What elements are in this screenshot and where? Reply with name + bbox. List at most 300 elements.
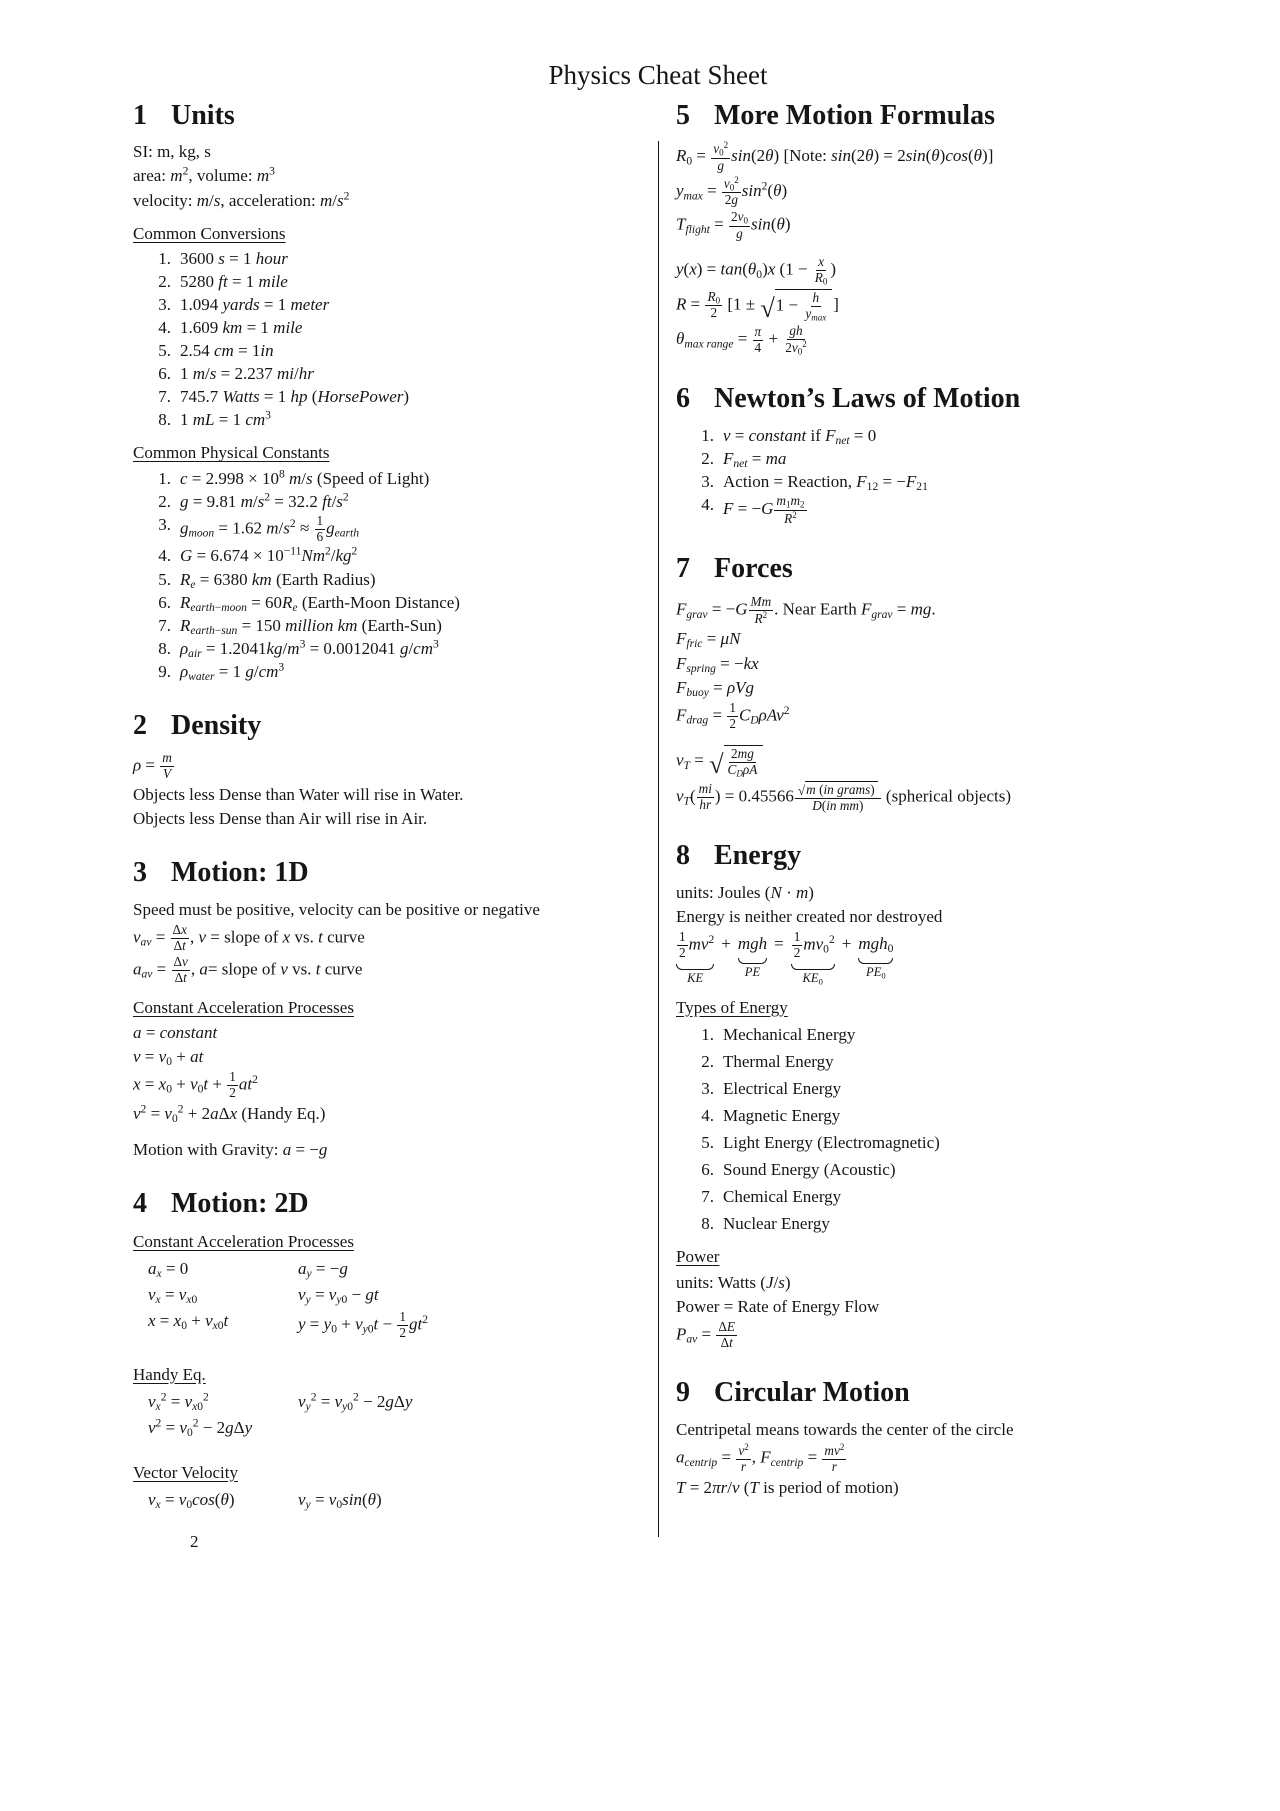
formula-row (148, 1389, 557, 1415)
math-variable: m (776, 493, 786, 509)
math-variable: ρA (742, 762, 758, 778)
denominator (782, 511, 799, 527)
roman-text: Motion with Gravity: (133, 1140, 283, 1160)
section-newton-s-laws-of-motion (676, 383, 1148, 526)
section-motion-2d (133, 1188, 557, 1553)
subscript (307, 1267, 312, 1280)
math-variable: θ (220, 1489, 229, 1509)
fraction (705, 290, 722, 321)
numbered-list (688, 1024, 1148, 1236)
math-variable: mm (839, 797, 859, 813)
numerator (795, 781, 881, 799)
math-variable: y (305, 1498, 311, 1512)
numerator (753, 325, 764, 341)
formula-line: units: Watts (J/s) (676, 1272, 791, 1292)
roman-text: Electrical Energy (723, 1078, 842, 1098)
vertical-space (133, 1441, 557, 1451)
math-variable: t (223, 1310, 229, 1330)
fraction (774, 494, 806, 526)
math-variable: mgh (858, 934, 888, 954)
section-title: Forces (714, 553, 793, 585)
item-text: 1.094 yards = 1 meter (180, 294, 330, 314)
fraction (711, 141, 730, 173)
math-variable: mi (698, 780, 712, 796)
math-variable: x (181, 921, 187, 937)
math-variable: y (362, 1322, 368, 1336)
list-item (145, 545, 557, 567)
list-item (688, 1024, 1148, 1046)
formula-cell: $v_x = v_{x0}$ (148, 1284, 198, 1307)
superscript: 2 (177, 1102, 184, 1116)
text-line: Objects less Dense than Water will rise in Water. (133, 785, 464, 805)
item-number: 6. (158, 592, 171, 612)
math-variable: flight (685, 222, 710, 236)
math-variable: v (328, 1489, 337, 1509)
term-expression (676, 930, 714, 961)
math-variable: R (784, 510, 793, 526)
section-energy (676, 840, 1148, 1350)
item-text: g = 9.81 $m/s^2 = 32.2$ $ft/s^2$ (180, 490, 349, 511)
roman-text: , (189, 926, 199, 946)
math-variable: moon (221, 600, 247, 614)
roman-text: velocity: (133, 190, 197, 210)
math-variable: mg (910, 599, 932, 619)
subsection-heading: Constant Acceleration Processes (133, 1231, 354, 1251)
subscript (811, 312, 826, 322)
numerator (822, 1443, 846, 1460)
math-variable: m (196, 190, 210, 210)
math-variable: x (155, 1293, 161, 1307)
math-variable: g (736, 225, 743, 241)
formula-line: T = 2πr/v (T is period of motion) (676, 1477, 899, 1497)
math-variable: in (823, 781, 834, 797)
math-variable: v (280, 959, 288, 979)
roman-text: , (190, 959, 200, 979)
subsection-heading: Common Conversions (133, 223, 286, 243)
section-heading (133, 857, 557, 888)
item-text: $R_{earth-sun} = 150$ million km (Earth-Sun) (180, 615, 442, 637)
math-variable: t (203, 1074, 209, 1094)
underbrace-label (803, 972, 823, 986)
section-number: 8 (676, 840, 690, 872)
subscript (189, 526, 215, 539)
item-text: 1.609 km = 1 mile (180, 318, 303, 338)
roman-text: (Handy Eq.) (241, 1104, 326, 1124)
fraction (160, 751, 174, 782)
formula-line (133, 165, 557, 187)
math-variable: a (133, 959, 142, 979)
formula-columns (148, 1256, 557, 1343)
formula-cell: $y = y_0 + v_{y0}t$ − $\frac{1}{2}$ $gt^2$ (298, 1308, 428, 1340)
superscript: 2 (839, 1441, 845, 1452)
math-variable: θ (676, 329, 685, 349)
math-variable: ρ (180, 638, 189, 658)
denominator: 2g (724, 192, 738, 208)
subscript: 0 (729, 182, 735, 193)
math-variable: Mm (750, 593, 772, 609)
roman-text: if (810, 425, 826, 445)
fraction (729, 210, 750, 241)
math-variable: hour (255, 248, 288, 268)
math-variable: sin (750, 214, 771, 234)
formula-cell: $v_y = v_{y0}$ − gt (298, 1284, 379, 1307)
math-variable: R (180, 592, 191, 612)
math-variable: km (337, 615, 358, 635)
formula-cell: $v_y = v_0\sin(\theta)$ (298, 1489, 382, 1512)
math-variable: θ (776, 214, 785, 234)
superscript: 2 (342, 490, 349, 504)
subscript (190, 578, 195, 591)
math-variable: v (298, 1284, 306, 1304)
subscript: 1 (785, 499, 791, 510)
item-text: 1 mL = 1 $cm^3$ (180, 409, 271, 430)
section-heading (133, 1188, 557, 1219)
list-item (688, 494, 1148, 526)
math-variable: C (738, 704, 751, 724)
math-variable: m (795, 882, 809, 902)
superscript: 2 (310, 1390, 317, 1404)
math-variable: g (339, 1258, 348, 1278)
math-variable: kx (743, 653, 759, 673)
subscript: 12 (866, 480, 879, 494)
superscript: 2 (140, 1102, 147, 1116)
formula-line: $F_{drag}$ = $\frac{1}{2}$ $C_D\rho Av^2$ (676, 699, 790, 731)
underbrace (676, 964, 714, 970)
math-variable: sin (741, 180, 762, 200)
formula-line: $v_T$ = √ $\frac{2mg}{C_D\rho A}$ (676, 745, 1148, 778)
math-variable: m (192, 364, 206, 384)
math-variable: ft (322, 491, 332, 511)
formula-line: units: Joules (N · m) (676, 882, 814, 902)
fraction (727, 701, 738, 732)
superscript: 2 (324, 545, 331, 559)
item-number: 2. (158, 271, 171, 291)
item-number: 1. (158, 468, 171, 488)
section-more-motion-formulas (676, 100, 1148, 356)
subscript (733, 457, 747, 470)
math-variable: g (717, 157, 725, 173)
math-variable: av (140, 935, 152, 949)
subscript: 0 (171, 1112, 178, 1126)
fraction (736, 1443, 750, 1475)
math-variable: v (164, 1104, 172, 1124)
item-number: 8. (158, 410, 171, 430)
math-variable: θ (765, 146, 774, 166)
roman-text: vs. (290, 926, 319, 946)
subscript (836, 434, 850, 447)
math-variable: s (209, 364, 217, 384)
item-number: 6. (701, 1160, 714, 1180)
subscript: 21 (916, 480, 928, 494)
math-variable: v (738, 1442, 745, 1458)
math-variable: h (812, 289, 820, 305)
math-variable: v (148, 1284, 156, 1304)
math-variable: F (860, 599, 872, 619)
math-variable: T (676, 214, 686, 234)
fraction (792, 930, 803, 961)
math-variable: hr (699, 796, 712, 812)
math-variable: s (306, 468, 313, 488)
math-variable: x (158, 1074, 167, 1094)
math-variable: x (148, 1310, 156, 1330)
item-text: 745.7 Watts = 1 hp (HorsePower) (180, 387, 410, 407)
math-variable: v (179, 1417, 187, 1437)
subscript (306, 1498, 311, 1511)
math-variable: x (818, 254, 825, 270)
math-variable: water (188, 670, 215, 684)
math-variable: ft (218, 271, 228, 291)
math-variable: v (328, 1284, 337, 1304)
math-variable: v (178, 1489, 187, 1509)
subscript: 0 (331, 1322, 337, 1336)
math-variable: m (170, 166, 183, 186)
denominator: Δt (173, 937, 186, 953)
math-variable: F (723, 448, 734, 468)
fraction (677, 930, 688, 961)
roman-text: [Note: (783, 146, 832, 166)
item-text (723, 1051, 834, 1073)
subscript (684, 794, 690, 807)
formula-line: $T_{flight}$ = $\frac{2v_0}{g}$ sin(θ) (676, 209, 791, 241)
roman-text: Light Energy (Electromagnetic) (723, 1133, 940, 1153)
math-variable: θ (931, 146, 940, 166)
subscript: 0 (887, 942, 894, 956)
formula-line: $P_{av}$ = $\frac{\Delta E}{\Delta t}$ (676, 1318, 736, 1350)
superscript: 2 (761, 179, 768, 193)
roman-text: (Speed of Light) (316, 468, 430, 488)
item-text (723, 1186, 841, 1208)
math-variable: kg (335, 546, 352, 566)
math-variable: gt (365, 1284, 379, 1304)
denominator: Δt (720, 1334, 733, 1350)
subscript: 0 (166, 1055, 172, 1069)
math-variable: P (676, 1324, 687, 1344)
roman-text: . Near Earth (774, 599, 861, 619)
math-variable: m (319, 190, 333, 210)
section-title: Newton’s Laws of Motion (714, 383, 1021, 415)
item-text (723, 1105, 840, 1127)
denominator (813, 271, 830, 287)
subsection-heading: Constant Acceleration Processes (133, 998, 354, 1018)
roman-text: area: (133, 166, 171, 186)
superscript: 2 (155, 1416, 162, 1430)
text-line: Speed must be positive, velocity can be positive or negative (133, 899, 540, 919)
section-title: Units (171, 100, 235, 131)
math-variable: x (229, 1104, 238, 1124)
math-variable: θ (747, 259, 757, 279)
superscript: 3 (278, 660, 285, 674)
denominator: Δt (174, 970, 187, 986)
section-title: More Motion Formulas (714, 100, 995, 131)
subscript (685, 1456, 718, 1469)
item-text: $R_{earth-moon} = 60R_e$ (Earth-Moon Distance) (180, 592, 460, 614)
roman-text: vs. (287, 959, 316, 979)
math-variable: F (760, 1447, 771, 1467)
item-text: v = constant if $F_{net} = 0$ (723, 425, 877, 448)
subscript: x0 (186, 1293, 198, 1307)
denominator (830, 1460, 839, 1475)
formula-cell (298, 1417, 557, 1439)
superscript: 2 (203, 1390, 209, 1404)
roman-text: Magnetic Energy (723, 1106, 841, 1126)
operator: + (721, 934, 731, 954)
math-variable: J (765, 1272, 774, 1292)
numerator (787, 324, 804, 340)
math-variable: D (736, 768, 743, 779)
superscript: 2 (192, 1416, 199, 1430)
energy-conservation-equation (676, 930, 1148, 986)
math-variable: in (826, 797, 837, 813)
subscript (156, 1498, 161, 1511)
subscript (771, 1456, 804, 1469)
math-variable: Watts (222, 387, 260, 407)
math-variable: m (790, 493, 801, 509)
math-variable: at (190, 1047, 204, 1067)
math-variable: y (805, 305, 812, 321)
math-variable: mile (273, 318, 303, 338)
subscript (157, 1267, 162, 1280)
superscript: 2 (723, 140, 729, 151)
math-variable: y (676, 180, 684, 200)
subscript: 0 (823, 942, 829, 956)
math-variable: m (266, 518, 279, 538)
numerator (722, 176, 741, 193)
superscript: 2 (289, 516, 296, 530)
section-number: 2 (133, 710, 147, 742)
item-number: 4. (701, 495, 714, 515)
math-variable: net (733, 457, 748, 471)
math-variable: in (260, 341, 274, 361)
item-text: $\rho_{water} = 1$ $g/cm^3$ (180, 660, 285, 684)
subscript: 0 (181, 1319, 187, 1333)
subscript (142, 968, 153, 981)
math-variable: x (282, 926, 291, 946)
text-line: SI: m, kg, s (133, 142, 211, 162)
underbrace-label (866, 966, 886, 980)
formula-line: $F_{grav} = -G$ $\frac{Mm}{R^2}$ . Near Earth $F_{grav}$ = mg. (676, 593, 936, 626)
math-variable: V (163, 766, 172, 782)
operator: + (841, 934, 852, 954)
item-text (723, 1078, 841, 1100)
left-column (133, 100, 557, 1553)
list-item (145, 248, 557, 270)
item-number: 8. (158, 638, 171, 658)
math-variable: Nm (301, 546, 325, 566)
underbraced-term (858, 933, 893, 980)
roman-text: units: Joules (676, 882, 765, 902)
math-variable: R (180, 569, 191, 589)
subscript (684, 189, 703, 202)
math-variable: yards (222, 294, 260, 314)
math-variable: earth (190, 600, 215, 614)
list-item (145, 317, 557, 339)
subscript (156, 1293, 161, 1306)
math-variable: constant (159, 1023, 218, 1043)
subscript (684, 759, 690, 772)
roman-text: slope of (224, 926, 283, 946)
math-variable: km (222, 318, 243, 338)
math-variable: y (323, 1314, 332, 1334)
math-variable: θ (773, 180, 782, 200)
numerator: $2v_0$ (730, 209, 748, 226)
math-variable: y (342, 1399, 348, 1413)
math-variable: s (778, 1272, 785, 1292)
math-variable: at (238, 1074, 253, 1094)
subscript: 0 (756, 268, 763, 282)
item-number: 7. (158, 615, 171, 635)
subscript: 0 (715, 295, 721, 306)
fraction (716, 1320, 737, 1351)
math-variable: s (283, 518, 290, 538)
section-number: 7 (676, 553, 690, 585)
math-variable: s (257, 491, 265, 511)
math-variable: R (754, 610, 763, 626)
math-variable: HorsePower (317, 387, 404, 407)
superscript: 2 (708, 932, 715, 946)
section-heading (676, 100, 1148, 131)
item-number: 5. (158, 569, 171, 589)
formula-line: R = $\frac{R_0}{2}$ [1 ± √ 1 − $\frac{h}{y_{max}}$ ] (676, 288, 839, 323)
text-line: Centripetal means towards the center of the circle (676, 1419, 1014, 1439)
item-number: 7. (158, 387, 171, 407)
formula-line: $v^2 = v_0^2 + 2a\Delta x$ (Handy Eq.) (133, 1102, 326, 1126)
math-variable: KE (802, 970, 819, 985)
formula-columns (148, 1389, 557, 1441)
math-variable: fric (686, 637, 703, 651)
formula-columns (148, 1487, 557, 1513)
formula-cell: $v^2 = v_0^2 - 2g\Delta y$ (148, 1416, 253, 1439)
item-number: 5. (158, 341, 171, 361)
list-item (145, 569, 557, 591)
fraction (697, 782, 714, 813)
math-variable: v (148, 1417, 156, 1437)
list-item (145, 363, 557, 385)
math-variable: G (761, 499, 774, 519)
section-forces (676, 553, 1148, 813)
fraction (822, 1443, 846, 1475)
denominator: 4 (754, 339, 762, 355)
superscript: 2 (351, 545, 358, 559)
math-variable: x (212, 1319, 218, 1333)
math-variable: mile (258, 271, 288, 291)
formula-line: $\theta_{max range}$ = $\frac{\pi}{4}$ + $\frac{gh}{2v_0^2}$ (676, 323, 807, 357)
superscript: −11 (283, 545, 302, 559)
denominator (734, 227, 745, 242)
math-variable: v (190, 1074, 198, 1094)
list-item (688, 1186, 1148, 1208)
section-title: Motion: 1D (171, 857, 309, 889)
subscript: 0 (719, 147, 724, 158)
math-variable: F (723, 499, 734, 519)
subsection-heading: Handy Eq. (133, 1364, 206, 1384)
numerator: Δv (173, 954, 188, 970)
term-expression (738, 933, 767, 955)
list-item (688, 471, 1148, 493)
math-variable: cm (245, 410, 266, 430)
denominator: 6 (316, 528, 324, 544)
math-variable: constant (748, 425, 807, 445)
math-variable: v (334, 1391, 343, 1411)
denominator: 2 (679, 944, 686, 960)
numerator (749, 595, 774, 611)
formula-line: $F_{spring} = -kx$ (676, 653, 759, 675)
item-text: F = −G $\frac{m_1m_2}{R^2}$ (723, 493, 805, 526)
math-variable: av (141, 967, 153, 981)
math-variable: F (676, 677, 687, 697)
square-root (709, 745, 763, 778)
math-variable: θ (367, 1489, 376, 1509)
math-variable: θ (973, 146, 983, 166)
